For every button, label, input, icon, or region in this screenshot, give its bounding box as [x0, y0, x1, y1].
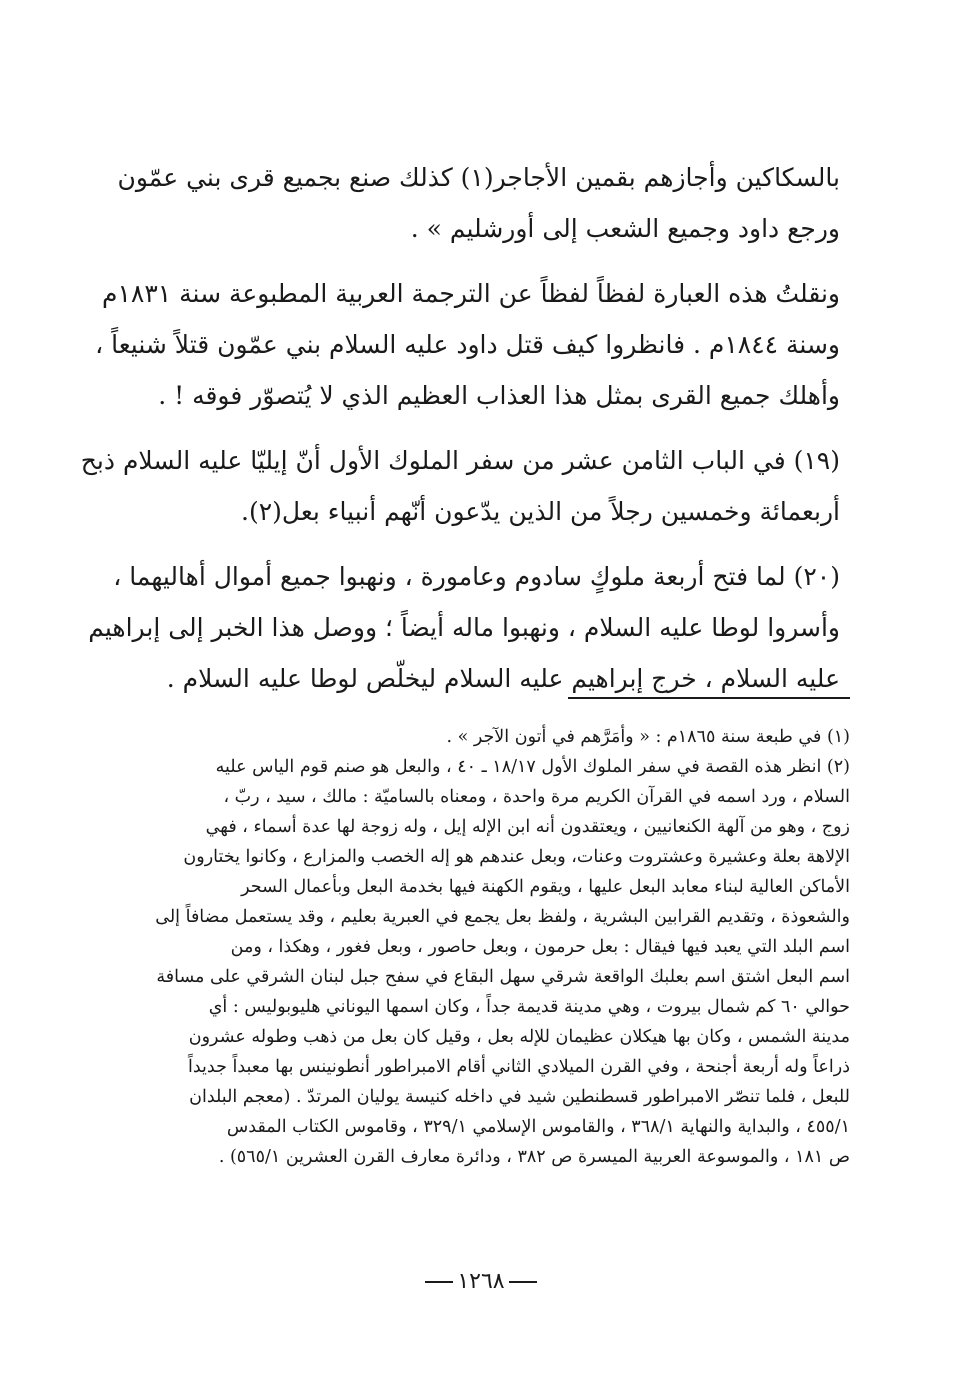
footnote-line: اسم البلد التي يعبد فيها فيقال : بعل حرمون ، وبعل حاصور ، وبعل فغور ، وهكذا ، ومن — [230, 937, 850, 957]
text-line: وأهلك جميع القرى بمثل هذا العذاب العظيم الذي لا يُتصوّر فوقه ! . — [158, 381, 840, 410]
paragraph-gap — [112, 421, 840, 435]
footnote-line: ص ١٨١ ، والموسوعة العربية الميسرة ص ٣٨٢ ، ودائرة معارف القرن العشرين ٥٦٥/١) . — [218, 1147, 850, 1167]
footnote-line: الإلاهة بعلة وعشيرة وعشتروت وعنات، وبعل عندهم هو إله الخصب والمزارع ، وكانوا يختارون — [183, 847, 850, 867]
footnote-line: اسم البعل اشتق اسم بعلبك الواقعة شرقي سهل البقاع في سفح جبل لبنان الشرقي على مسافة — [156, 967, 850, 987]
text-line: بالسكاكين وأجازهم بقمين الأجاجر(١) كذلك صنع بجميع قرى بني عمّون — [117, 163, 840, 192]
text-line: وأسروا لوطا عليه السلام ، ونهبوا ماله أيضاً ؛ ووصل هذا الخبر إلى إبراهيم — [88, 613, 840, 642]
footnote-2: (٢) انظر هذه القصة في سفر الملوك الأول ١٨/١٧ ـ ٤٠ ، والبعل هو صنم قوم الياس عليه — [215, 757, 850, 777]
footnote-separator — [568, 697, 850, 699]
text-line: أربعمائة وخمسين رجلاً من الذين يدّعون أنّهم أنبياء بعل(٢). — [241, 497, 840, 526]
footnote-line: الأماكن العالية لبناء معابد البعل عليها ، ويقوم الكهنة فيها بخدمة البعل وبأعمال السحر — [241, 877, 850, 897]
page-number-value: ١٢٦٨ — [457, 1269, 505, 1294]
page-number-dash — [425, 1281, 453, 1283]
paragraph-gap — [112, 537, 840, 551]
main-text — [80, 152, 840, 704]
footnote-line: السلام ، ورد اسمه في القرآن الكريم مرة واحدة ، ومعناه بالساميّة : مالك ، سيد ، ربّ ، — [223, 787, 850, 807]
text-line: عليه السلام ، خرج إبراهيم عليه السلام ليخلّص لوطا عليه السلام . — [166, 664, 840, 693]
paragraph-1 — [112, 152, 840, 254]
footnotes — [128, 722, 850, 1172]
footnote-line: مدينة الشمس ، وكان بها هيكلان عظيمان للإله بعل ، وقيل كان بعل من ذهب وطوله عشرون — [188, 1027, 850, 1047]
text-line: (٢٠) لما فتح أربعة ملوكٍ سادوم وعامورة ، ونهبوا جميع أموال أهاليهما ، — [113, 562, 840, 591]
page-number-dash — [509, 1281, 537, 1283]
text-line: ورجع داود وجميع الشعب إلى أورشليم » . — [410, 214, 840, 243]
paragraph-gap — [112, 254, 840, 268]
paragraph-2 — [95, 268, 840, 421]
text-line: (١٩) في الباب الثامن عشر من سفر الملوك الأول أنّ إيليّا عليه السلام ذبح — [80, 446, 840, 475]
paragraph-4 — [88, 551, 840, 704]
footnote-line: ٤٥٥/١ ، والبداية والنهاية ٣٦٨/١ ، والقاموس الإسلامي ٣٢٩/١ ، وقاموس الكتاب المقدس — [226, 1117, 850, 1137]
footnote-line: للبعل ، فلما تنصّر الامبراطور قسطنطين شيد في داخله كنيسة يوليان المرتدّ . (معجم البلدان — [189, 1087, 850, 1107]
text-line: ونقلتُ هذه العبارة لفظاً لفظاً عن الترجمة العربية المطبوعة سنة ١٨٣١م — [102, 279, 840, 308]
footnote-line: زوج ، وهو من آلهة الكنعانيين ، ويعتقدون أنه ابن الإله إيل ، وله زوجة لها عدة أسماء ، فهي — [205, 817, 850, 837]
footnote-line: حوالي ٦٠ كم شمال بيروت ، وهي مدينة قديمة جداً ، وكان اسمها اليوناني هليوبوليس : أي — [208, 997, 850, 1017]
footnote-line: والشعوذة ، وتقديم القرابين البشرية ، ولفظ بعل يجمع في العبرية بعليم ، وقد يستعمل مضافاً إلى — [155, 907, 850, 927]
text-line: وسنة ١٨٤٤م . فانظروا كيف قتل داود عليه السلام بني عمّون قتلاً شنيعاً ، — [95, 330, 840, 359]
paragraph-3 — [80, 435, 840, 537]
footnote-line: ذراعاً وله أربعة أجنحة ، وفي القرن الميلادي الثاني أقام الامبراطور أنطونينس بها معبداً جديداً — [187, 1057, 850, 1077]
footnote-1: (١) في طبعة سنة ١٨٦٥م : « وأمَرَّهم في أتون الآجر » . — [446, 727, 850, 747]
page-number — [0, 1265, 962, 1299]
